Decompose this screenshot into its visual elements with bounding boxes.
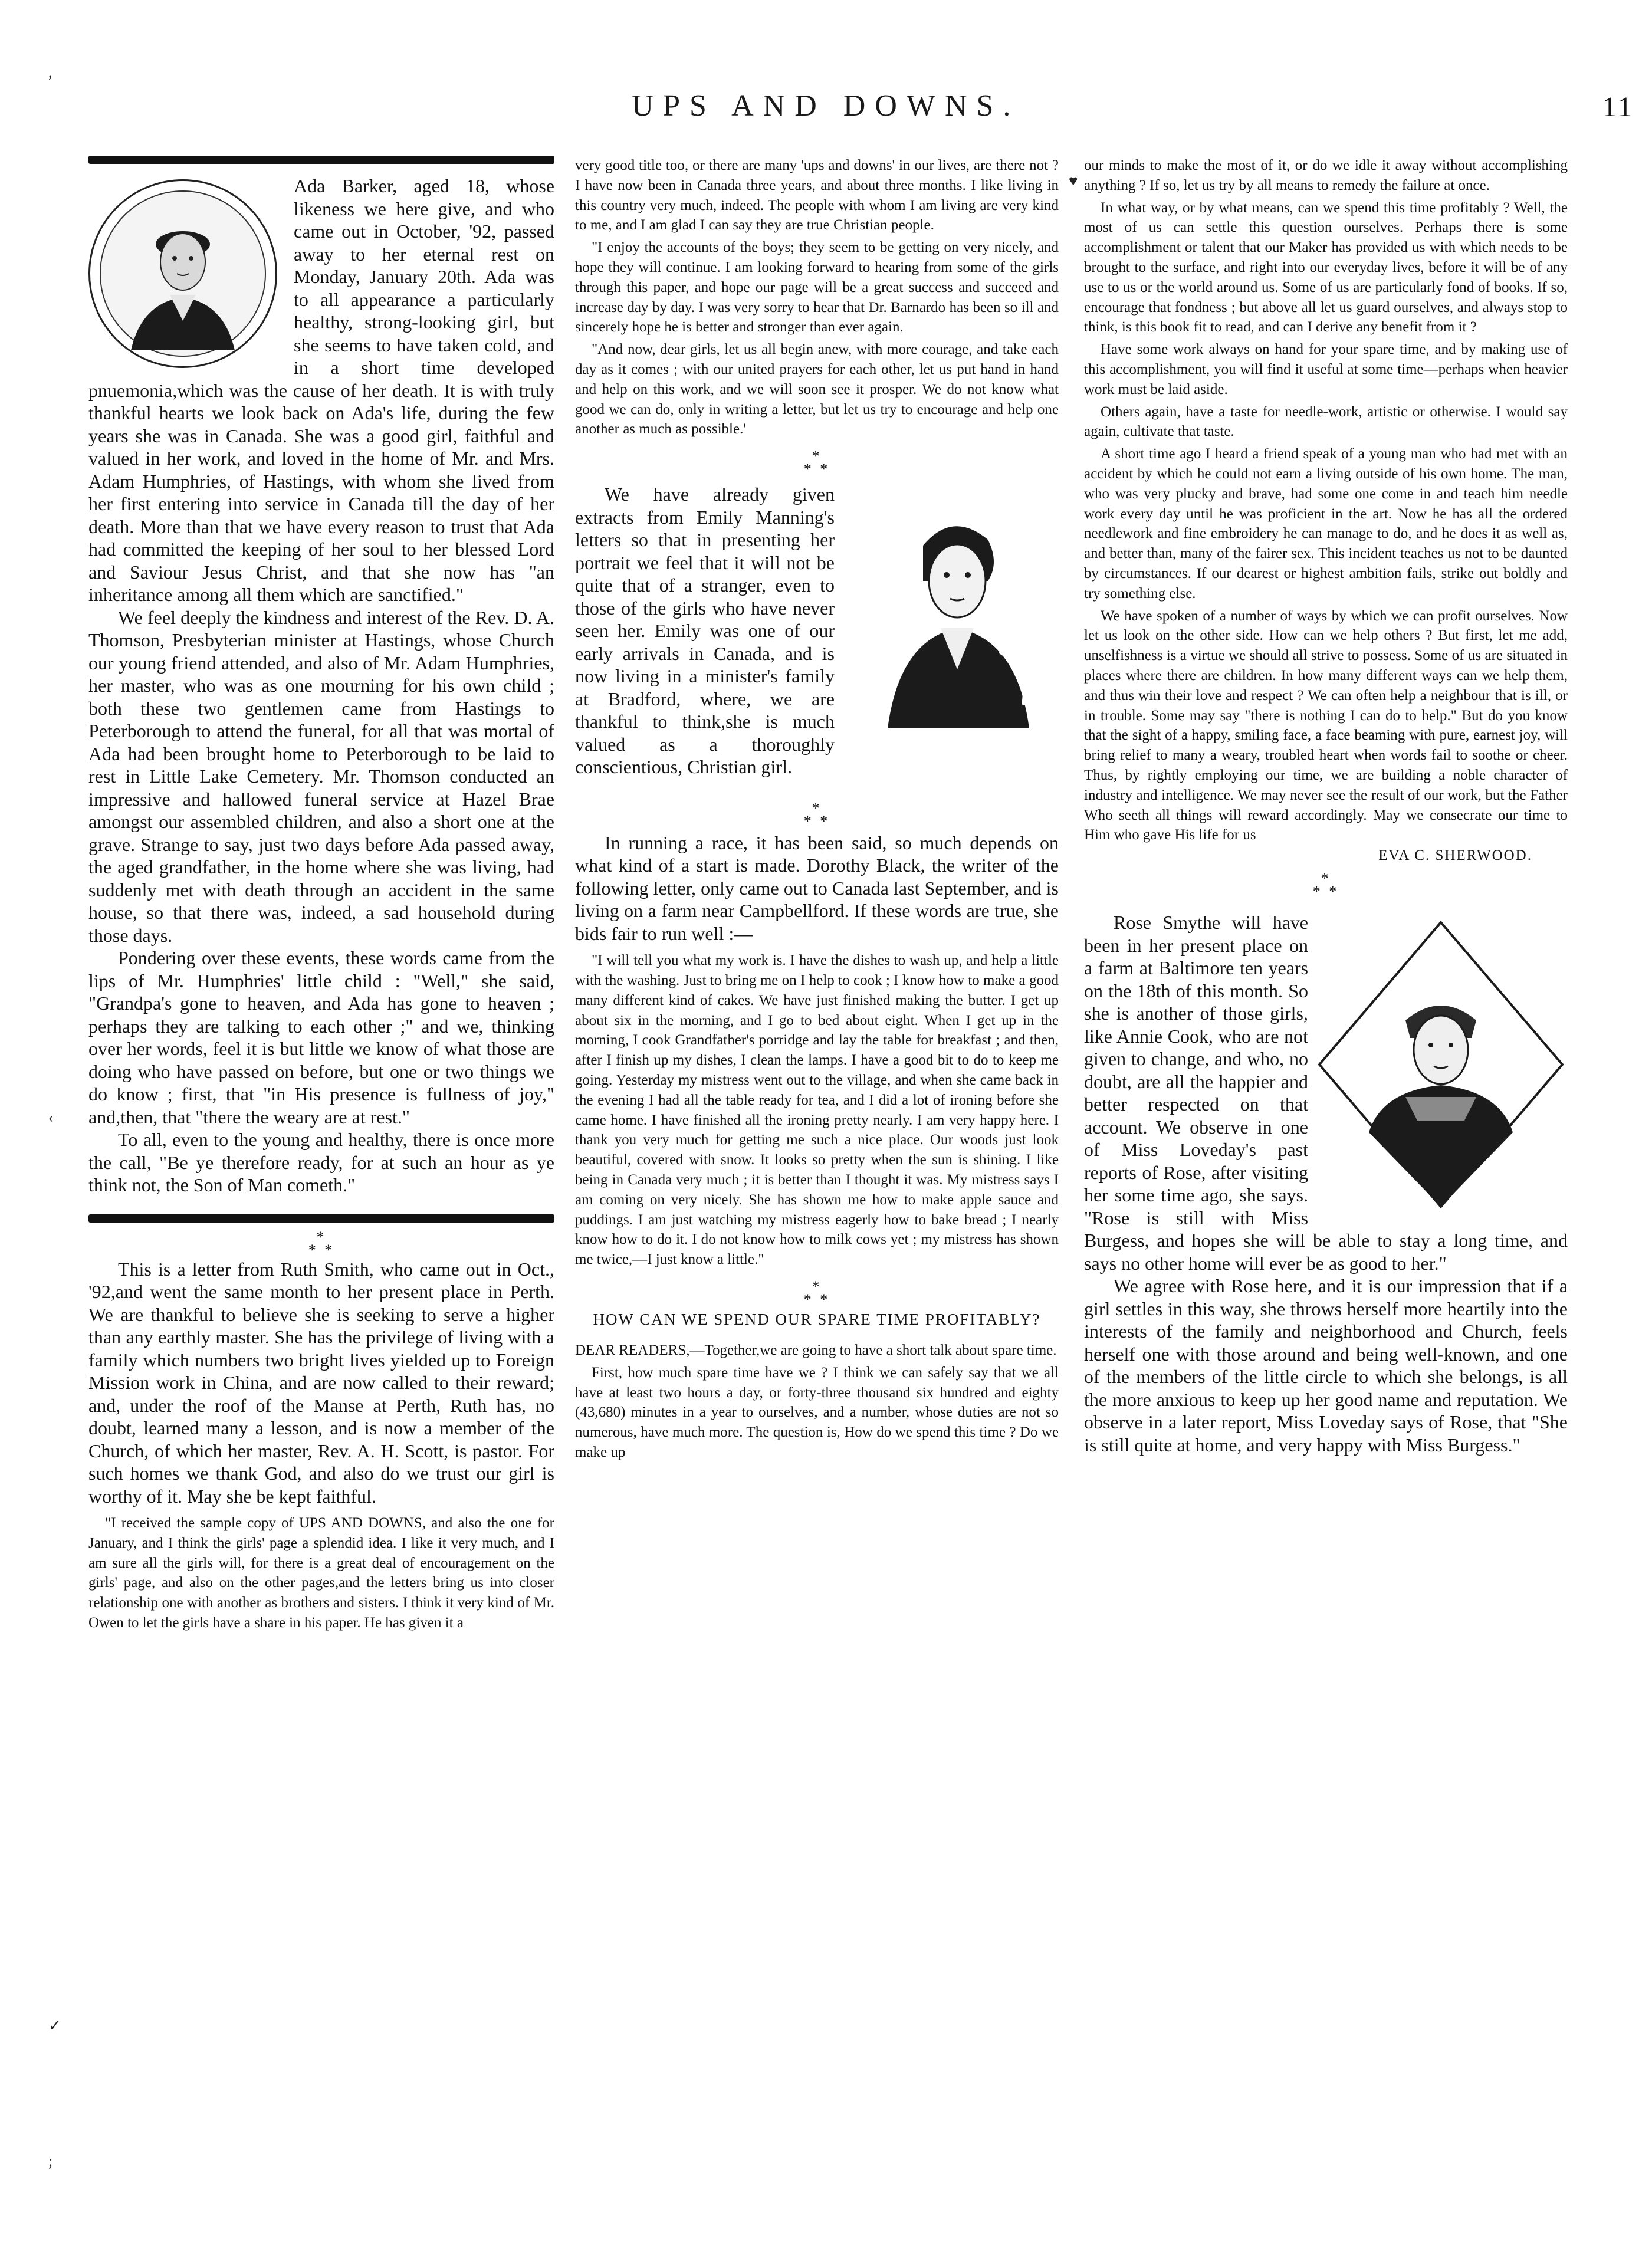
margin-speck: , <box>48 64 52 81</box>
page-header <box>0 88 1652 142</box>
portrait-ada-barker-icon <box>88 179 277 368</box>
dorothy-paragraph: In running a race, it has been said, so much depends on what kind of a start is made. Dorothy Black, the writer of the following letter, only came out to Canada last September, and is living on a farm near Campbellford. If these words are true, she bids fair to run well :— <box>575 832 1059 944</box>
ruth-paragraph: This is a letter from Ruth Smith, who came out in Oct., '92,and went the same month to her present place in Perth. We are thankful to believe she is seeking to serve a higher than any earthly master. She has the privilege of living with a family which numbers two bright lives yielded up to Foreign Mission work in China, and are now called to their reward; and, under the roof of the Manse at Perth, Ruth has, no doubt, learned many a lesson, and is now a member of the Church, of which her master, Rev. A. H. Scott, is pastor. For such homes we thank God, and also do we trust our girl is worthy of it. May she be kept faithful. <box>88 1258 554 1507</box>
page-number: 11 <box>1602 91 1634 123</box>
column-middle <box>575 156 1059 1465</box>
ruth-letter-continued <box>575 156 1059 439</box>
spare-cont-2: In what way, or by what means, can we spend this time profitably ? Well, the most of us can settle this question ourselves. Perhaps there is some accomplishment or talent that our Maker has provided us with which needs to be brought to the surface, and right into our everyday lives, before it will be of any use to us or the world around us. Some of us are particularly fond of books. If so, encourage that fondness ; but above all let us guard ourselves, and always stop to think, is this book fit to read, and can I derive any benefit from it ? <box>1084 199 1568 336</box>
dorothy-black-article <box>575 832 1059 945</box>
margin-speck: ✓ <box>48 2017 61 2034</box>
spare-cont-1: our minds to make the most of it, or do we idle it away without accomplishing anything ? If so, let us try by all means to remedy the failure at once. <box>1084 157 1568 193</box>
ruth-letter-cont-2: "I enjoy the accounts of the boys; they seem to be getting on very nicely, and hope they will continue. I am looking forward to hearing from some of the girls through this paper, and hope our page will be a great success and succeed and increase day by day. I was very sorry to hear that Dr. Barnardo has been so ill and sincerely hope he is better and stronger than ever again. <box>575 239 1059 336</box>
spare-cont-5: A short time ago I heard a friend speak of a young man who had met with an accident by which he could not earn a living outside of his own home. The man, who was very plucky and brave, had some one come in and teach him needle work every day until he was proficient in the art. Now he has all the ordered needlework and fine embroidery he can manage to do, and he does it as well as, and better than, many of the fairer sex. This incident teaches us not to be daunted by circumstances. If our dearest or highest ambition fails, strike out boldly and try something else. <box>1084 446 1568 602</box>
rose-smythe-article <box>1084 911 1568 1456</box>
spare-cont-3: Have some work always on hand for your spare time, and by making use of this accomplishment, you will find it useful at some time—perhaps when heavier work must be laid aside. <box>1084 341 1568 398</box>
asterism-divider-icon: * * * <box>308 1228 335 1259</box>
column-right <box>1084 156 1568 1456</box>
ruth-letter-cont-3: "And now, dear girls, let us all begin anew, with more courage, and take each day as it comes ; with our united prayers for each other, let us put hand in hand and help on this work, and we will soon see it prosper. We do not know what good we can do, only in writing a letter, but let us try to encourage and help one another as much as possible.' <box>575 341 1059 438</box>
spare-time-continued <box>1084 156 1568 845</box>
spare-time-heading: HOW CAN WE SPEND OUR SPARE TIME PROFITABLY? <box>593 1310 1041 1328</box>
publication-title: UPS AND DOWNS. <box>631 89 1020 123</box>
ada-barker-article <box>88 175 554 1197</box>
spare-paragraph-1-text: —Together,we are going to have a short talk about spare time. <box>689 1342 1057 1358</box>
dorothy-letter-text: "I will tell you what my work is. I have the dishes to wash up, and help a little with the washing. Just to bring me on I help to cook ; I know how to make a good many different kind of cakes. We have just finished making the butter. I get up about six in the morning, and I go to bed about eight. When I get up in the morning, I cook Grandfather's porridge and lay the table for breakfast ; and then, after I finish up my dishes, I clean the lamps. I have a good bit to do to keep me going. Yesterday my mistress went out to the village, and when she came back in the evening I had all the table ready for tea, and I did a lot of ironing before she came home. I have finished all the ironing pretty nearly. I am very happy here. I thank you very much for getting me such a nice place. Our woods just look beautiful, covered with snow. It looks so pretty when the sun is shining. I like being in Canada very much ; it is better than I thought it was. My mistress says I am coming on very nicely. She has shown me how to make apple sauce and puddings. I am just watching my mistress eagerly how to bake bread ; I nearly know how to do it. I do not know how to milk cows yet ; my mistress has shown me twice,—I just know a little." <box>575 952 1059 1268</box>
spare-paragraph-1 <box>575 1341 1059 1361</box>
spare-cont-6: We have spoken of a number of ways by which we can profit ourselves. Now let us look on the other side. How can we help others ? But first, let me add, unselfishness is a virtue we should all strive to possess. Some of us are situated in places where there are children. In how many different ways can we help them, and thus win their love and respect ? We can often help a neighbour that is ill, or in trouble. Some may say "there is nothing I can do to help." But do you know that the sight of a happy, smiling face, a face beaming with pure, earnest joy, will bring relief to many a weary, troubled heart when words fail to soothe or cheer. Thus, by rightly employing our time, we are building a noble character of industry and intelligence. We may never see the result of our work, but the Father Who seeth all things will reward accordingly. May we consecrate our time to Him who gave His life for us <box>1084 607 1568 843</box>
author-signature: EVA C. SHERWOOD. <box>1378 847 1532 864</box>
dorothy-letter <box>575 951 1059 1270</box>
portrait-emily-manning-icon <box>846 487 1059 746</box>
spare-cont-4: Others again, have a taste for needle-work, artistic or otherwise. I would say again, cultivate that taste. <box>1084 403 1568 440</box>
asterism-divider-icon: * * * <box>803 799 830 830</box>
ruth-letter <box>88 1513 554 1633</box>
black-rule-bottom <box>88 1214 554 1223</box>
margin-speck: ‹ <box>48 1109 54 1126</box>
asterism-divider-icon: * * * <box>803 1277 830 1308</box>
emily-paragraph: We have already given extracts from Emily Manning's letters so that in presenting her portrait we feel that it will not be quite that of a stranger, even to those of the girls who have never seen her. Emily was one of our early arrivals in Canada, and is now living in a minister's family at Bradford, where, we are thankful to think,she is much valued as a thoroughly conscientious, Christian girl. <box>575 484 835 778</box>
asterism-divider-icon: * * * <box>803 448 830 478</box>
ruth-letter-cont-1: very good title too, or there are many 'ups and downs' in our lives, are there not ? I have now been in Canada three years, and about three months. I like living in this country very much, indeed. The people with whom I am living are very kind to me, and I am glad I can say they are true Christian people. <box>575 157 1059 234</box>
emily-manning-article <box>575 483 1059 778</box>
salutation: DEAR READERS, <box>575 1342 690 1358</box>
spare-time-article <box>575 1341 1059 1463</box>
ada-paragraph-4: To all, even to the young and healthy, there is once more the call, "Be ye therefore ready, for at such an hour as ye think not, the Son of Man cometh." <box>88 1129 554 1195</box>
ada-paragraph-2: We feel deeply the kindness and interest of the Rev. D. A. Thomson, Presbyterian minister at Hastings, whose Church our young friend attended, and also of Mr. Adam Humphries, her master, who was as one mourning for his own child ; both these two gentlemen came from Hastings to Peterborough to attend the funeral, for all that was mortal of Ada had been brought home to Peterborough to be laid to rest in Little Lake Cemetery. Mr. Thomson conducted an impressive and hallowed funeral service at Hazel Brae amongst our assembled children, and also a short one at the grave. Strange to say, just two days before Ada passed away, the aged grandfather, in the home where she was living, had suddenly met with death through an accident in the same house, so that there was, indeed, a sad household during those days. <box>88 606 554 946</box>
portrait-rose-smythe-icon <box>1314 917 1568 1212</box>
asterism-divider-icon: * * * <box>1312 870 1339 901</box>
ada-paragraph-1: Ada Barker, aged 18, whose likeness we here give, and who came out in October, '92, passed away to her eternal rest on Monday, January 20th. Ada was to all appearance a particularly healthy, strong-looking girl, but she seems to have taken cold, and in a short time developed pnuemonia,which was the cause of her death. It is with truly thankful hearts we look back on Ada's life, during the few years she was in Canada. She was a good girl, faithful and valued in her work, and loved in the home of Mr. and Mrs. Adam Humphries, of Hastings, with whom she lived from her first entering into service in Canada till the day of her death. More than that we have every reason to trust that Ada had committed the keeping of her soul to her blessed Lord and Saviour Jesus Christ, and that she now has "an inheritance among all them which are sanctified." <box>88 175 554 605</box>
ada-paragraph-3: Pondering over these events, these words came from the lips of Mr. Humphries' little child : "Well," she said, "Grandpa's gone to heaven, and Ada has gone to heaven ; perhaps they are talking to each other ;" and we, thinking over her words, feel it is but little we know of what those are doing who have passed on before, but one or two things we do know ; first, that "in His presence is fullness of joy," and,then, that "there the weary are at rest." <box>88 947 554 1128</box>
spare-paragraph-2: First, how much spare time have we ? I think we can safely say that we all have at least two hours a day, or forty-three thousand six hundred and eighty (43,680) minutes in a year to ourselves, and a number, whose duties are not so numerous, have much more. The question is, How do we spend this time ? Do we make up <box>575 1364 1059 1460</box>
ruth-smith-article <box>88 1258 554 1508</box>
margin-speck: ; <box>48 2153 53 2170</box>
rose-paragraph-1: Rose Smythe will have been in her present place on a farm at Baltimore ten years on the 18th of this month. So she is another of those girls, like Annie Cook, who are not given to change, and who, no doubt, are all the happier and better respected on that account. We observe in one of Miss Loveday's past reports of Rose, after visiting her some time ago, she says. "Rose is still with Miss Burgess, and hopes she will be able to stay a long time, and says no other home will ever be as good to her." <box>1084 912 1568 1274</box>
rose-paragraph-2: We agree with Rose here, and it is our impression that if a girl settles in this way, she throws herself more heartily into the interests of the family and neighborhood and Church, feels herself one with those around and being well-known, and one of the members of the little circle to which she belongs, is all the more anxious to keep up her good name and reputation. We observe in a later report, Miss Loveday says of Rose, that "She is still quite at home, and very happy with Miss Burgess." <box>1084 1275 1568 1456</box>
column-left <box>88 156 554 1635</box>
margin-speck: ♥ <box>1069 172 1078 189</box>
ruth-letter-text: "I received the sample copy of UPS AND DOWNS, and also the one for January, and I think the girls' page a splendid idea. I like it very much, and I am sure all the girls will, for there is a great deal of encouragement on the girls' page, and also on the other pages,and the letters bring us into closer relationship one with another as brothers and sisters. I think it very kind of Mr. Owen to let the girls have a share in his paper. He has given it a <box>88 1515 554 1631</box>
black-rule-top <box>88 156 554 164</box>
